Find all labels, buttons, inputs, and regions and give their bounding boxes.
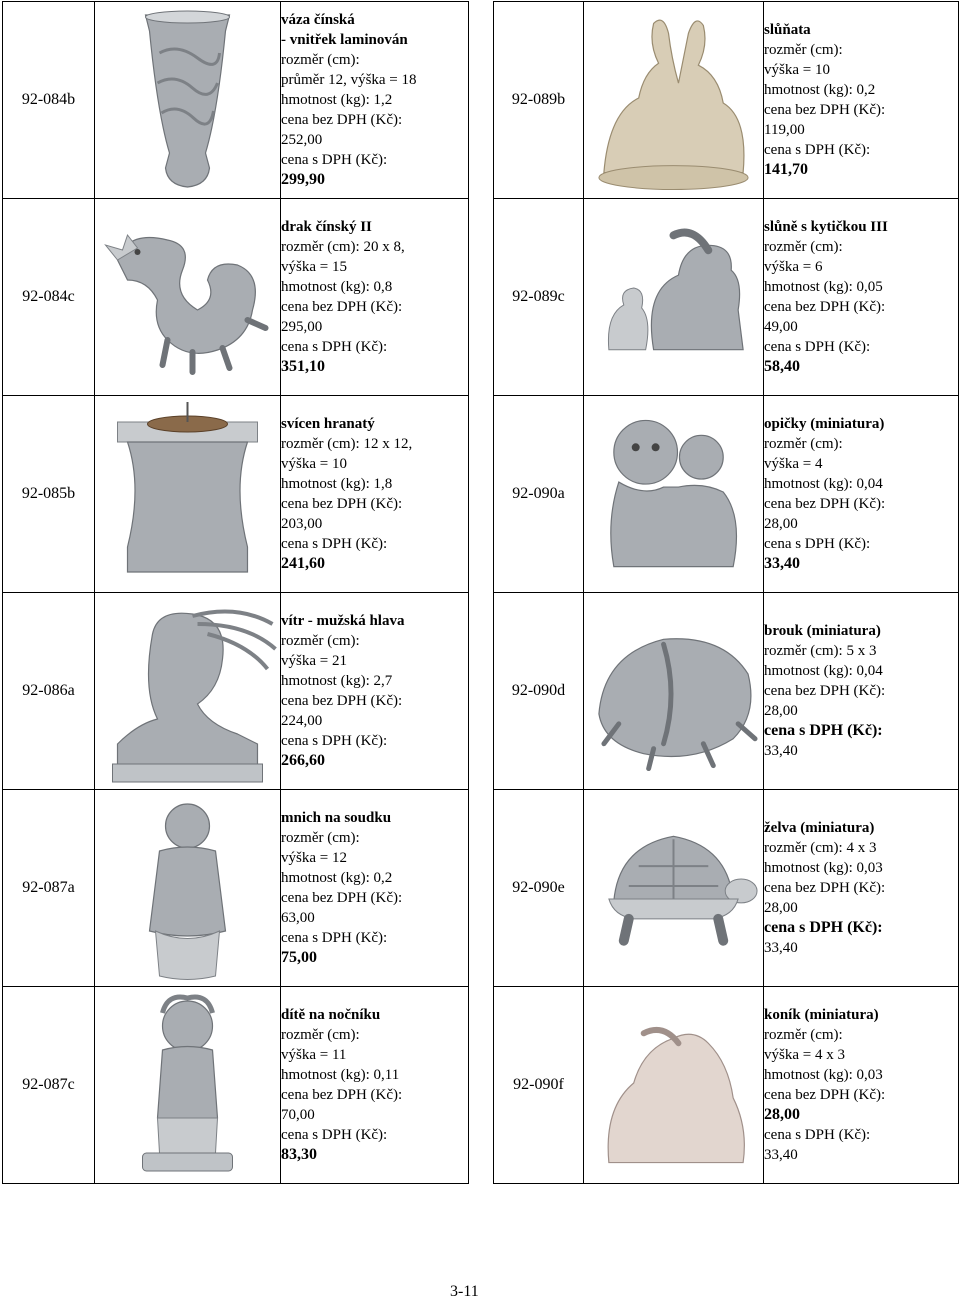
detail-line: cena bez DPH (Kč): <box>281 496 403 512</box>
product-row <box>494 2 959 199</box>
product-name: drak čínský II <box>281 219 372 235</box>
detail-line: hmotnost (kg): 0,05 <box>764 279 883 295</box>
product-image-turtle <box>584 790 764 987</box>
product-image-chinese-vase <box>95 2 281 199</box>
price-with-vat: 351,10 <box>281 358 325 375</box>
product-image-wind-male-head <box>95 593 281 790</box>
detail-line: cena bez DPH (Kč): <box>281 1087 403 1103</box>
detail-line: 119,00 <box>764 122 805 138</box>
product-code: 92-089c <box>494 199 584 396</box>
detail-line: 252,00 <box>281 132 323 148</box>
detail-line: cena s DPH (Kč): <box>281 1127 388 1143</box>
product-row <box>494 199 959 396</box>
detail-line: rozměr (cm): <box>764 1027 843 1043</box>
detail-line: 33,40 <box>764 1147 798 1163</box>
product-image-child-on-potty <box>95 987 281 1184</box>
price-with-vat: 58,40 <box>764 358 800 375</box>
detail-line: rozměr (cm): <box>764 42 843 58</box>
detail-line: výška = 4 x 3 <box>764 1047 845 1063</box>
catalog-table-right <box>493 1 959 1184</box>
product-details <box>281 790 469 987</box>
product-details <box>764 2 959 199</box>
detail-line: rozměr (cm): 12 x 12, <box>281 436 413 452</box>
detail-line: cena bez DPH (Kč): <box>764 496 886 512</box>
product-name: - vnitřek laminován <box>281 32 408 48</box>
detail-line: hmotnost (kg): 0,03 <box>764 1067 883 1083</box>
product-image-elephant-with-bouquet <box>584 199 764 396</box>
detail-line: cena bez DPH (Kč): <box>764 683 886 699</box>
product-image-chinese-dragon <box>95 199 281 396</box>
detail-line: průměr 12, výška = 18 <box>281 72 417 88</box>
product-row <box>3 396 469 593</box>
detail-line: hmotnost (kg): 0,2 <box>764 82 876 98</box>
product-details <box>764 199 959 396</box>
detail-line: výška = 10 <box>764 62 830 78</box>
detail-line: rozměr (cm): <box>281 52 360 68</box>
detail-line: 63,00 <box>281 910 315 926</box>
product-code: 92-090f <box>494 987 584 1184</box>
product-details <box>764 396 959 593</box>
product-details <box>281 396 469 593</box>
product-code: 92-087c <box>3 987 95 1184</box>
detail-line: cena s DPH (Kč): <box>764 1127 871 1143</box>
detail-line: hmotnost (kg): 1,2 <box>281 92 393 108</box>
product-details <box>281 2 469 199</box>
detail-line: cena s DPH (Kč): <box>764 339 871 355</box>
detail-line: cena s DPH (Kč): <box>281 339 388 355</box>
price-with-vat: 266,60 <box>281 752 325 769</box>
product-row <box>3 987 469 1184</box>
product-row <box>494 396 959 593</box>
product-name: slůně s kytičkou III <box>764 219 888 235</box>
detail-line: cena s DPH (Kč): <box>281 152 388 168</box>
product-row <box>494 987 959 1184</box>
detail-line: cena s DPH (Kč): <box>281 930 388 946</box>
detail-line: výška = 15 <box>281 259 347 275</box>
product-name: vítr - mužská hlava <box>281 613 405 629</box>
product-code: 92-084c <box>3 199 95 396</box>
product-details <box>764 790 959 987</box>
price-with-vat: 75,00 <box>281 949 317 966</box>
detail-line: cena bez DPH (Kč): <box>281 112 403 128</box>
detail-line: cena bez DPH (Kč): <box>281 693 403 709</box>
product-name: svícen hranatý <box>281 416 375 432</box>
price-with-vat: 33,40 <box>764 555 800 572</box>
product-image-square-candlestick <box>95 396 281 593</box>
detail-line: 295,00 <box>281 319 323 335</box>
detail-line: cena bez DPH (Kč): <box>764 880 886 896</box>
detail-line: hmotnost (kg): 0,04 <box>764 663 883 679</box>
detail-line: hmotnost (kg): 0,11 <box>281 1067 400 1083</box>
detail-line: rozměr (cm): <box>764 436 843 452</box>
detail-line: cena bez DPH (Kč): <box>281 299 403 315</box>
product-row <box>3 2 469 199</box>
detail-line: rozměr (cm): <box>281 830 360 846</box>
product-details <box>281 987 469 1184</box>
detail-line: výška = 12 <box>281 850 347 866</box>
product-code: 92-085b <box>3 396 95 593</box>
product-image-monkeys <box>584 396 764 593</box>
detail-line: 203,00 <box>281 516 323 532</box>
product-code: 92-090d <box>494 593 584 790</box>
price-with-vat: 299,90 <box>281 171 325 188</box>
product-code: 92-087a <box>3 790 95 987</box>
price-with-vat: 241,60 <box>281 555 325 572</box>
detail-line: rozměr (cm): <box>764 239 843 255</box>
detail-line: 224,00 <box>281 713 323 729</box>
product-code: 92-084b <box>3 2 95 199</box>
detail-line: rozměr (cm): 5 x 3 <box>764 643 877 659</box>
product-details <box>764 593 959 790</box>
detail-line: rozměr (cm): <box>281 1027 360 1043</box>
product-code: 92-090e <box>494 790 584 987</box>
detail-line: výška = 11 <box>281 1047 347 1063</box>
detail-line: 28,00 <box>764 900 798 916</box>
product-name: mnich na soudku <box>281 810 392 826</box>
detail-line: hmotnost (kg): 0,8 <box>281 279 393 295</box>
price-with-vat: 28,00 <box>764 1106 800 1123</box>
product-details <box>281 199 469 396</box>
detail-line: 33,40 <box>764 743 798 759</box>
product-name: váza čínská <box>281 12 355 28</box>
detail-line: cena s DPH (Kč): <box>764 536 871 552</box>
product-image-monk-on-barrel <box>95 790 281 987</box>
detail-line: cena s DPH (Kč): <box>281 733 388 749</box>
detail-line: hmotnost (kg): 1,8 <box>281 476 393 492</box>
product-name: dítě na nočníku <box>281 1007 381 1023</box>
detail-line: 28,00 <box>764 703 798 719</box>
product-name: koník (miniatura) <box>764 1007 879 1023</box>
page-number: 3-11 <box>450 1283 479 1300</box>
product-name: brouk (miniatura) <box>764 623 881 639</box>
detail-line: 33,40 <box>764 940 798 956</box>
product-image-baby-elephants <box>584 2 764 199</box>
product-code: 92-086a <box>3 593 95 790</box>
product-image-horse <box>584 987 764 1184</box>
detail-line: 28,00 <box>764 516 798 532</box>
product-row <box>3 790 469 987</box>
product-row <box>494 790 959 987</box>
detail-line: výška = 6 <box>764 259 823 275</box>
detail-line: výška = 10 <box>281 456 347 472</box>
detail-line: cena bez DPH (Kč): <box>764 299 886 315</box>
detail-line: cena bez DPH (Kč): <box>281 890 403 906</box>
product-details <box>764 987 959 1184</box>
price-with-vat: 141,70 <box>764 161 808 178</box>
price-with-vat: cena s DPH (Kč): <box>764 722 883 739</box>
product-row <box>3 593 469 790</box>
catalog-table-left <box>2 1 469 1184</box>
product-row <box>494 593 959 790</box>
detail-line: 49,00 <box>764 319 798 335</box>
detail-line: cena s DPH (Kč): <box>764 142 871 158</box>
detail-line: rozměr (cm): 4 x 3 <box>764 840 877 856</box>
detail-line: cena bez DPH (Kč): <box>764 1087 886 1103</box>
detail-line: rozměr (cm): 20 x 8, <box>281 239 405 255</box>
price-with-vat: 83,30 <box>281 1146 317 1163</box>
product-name: želva (miniatura) <box>764 820 875 836</box>
product-code: 92-089b <box>494 2 584 199</box>
product-details <box>281 593 469 790</box>
product-name: opičky (miniatura) <box>764 416 885 432</box>
detail-line: cena s DPH (Kč): <box>281 536 388 552</box>
product-name: slůňata <box>764 22 811 38</box>
product-code: 92-090a <box>494 396 584 593</box>
price-with-vat: cena s DPH (Kč): <box>764 919 883 936</box>
detail-line: výška = 21 <box>281 653 347 669</box>
detail-line: hmotnost (kg): 0,03 <box>764 860 883 876</box>
product-image-beetle <box>584 593 764 790</box>
detail-line: výška = 4 <box>764 456 823 472</box>
detail-line: hmotnost (kg): 2,7 <box>281 673 393 689</box>
detail-line: cena bez DPH (Kč): <box>764 102 886 118</box>
detail-line: rozměr (cm): <box>281 633 360 649</box>
detail-line: hmotnost (kg): 0,2 <box>281 870 393 886</box>
product-row <box>3 199 469 396</box>
detail-line: 70,00 <box>281 1107 315 1123</box>
detail-line: hmotnost (kg): 0,04 <box>764 476 883 492</box>
